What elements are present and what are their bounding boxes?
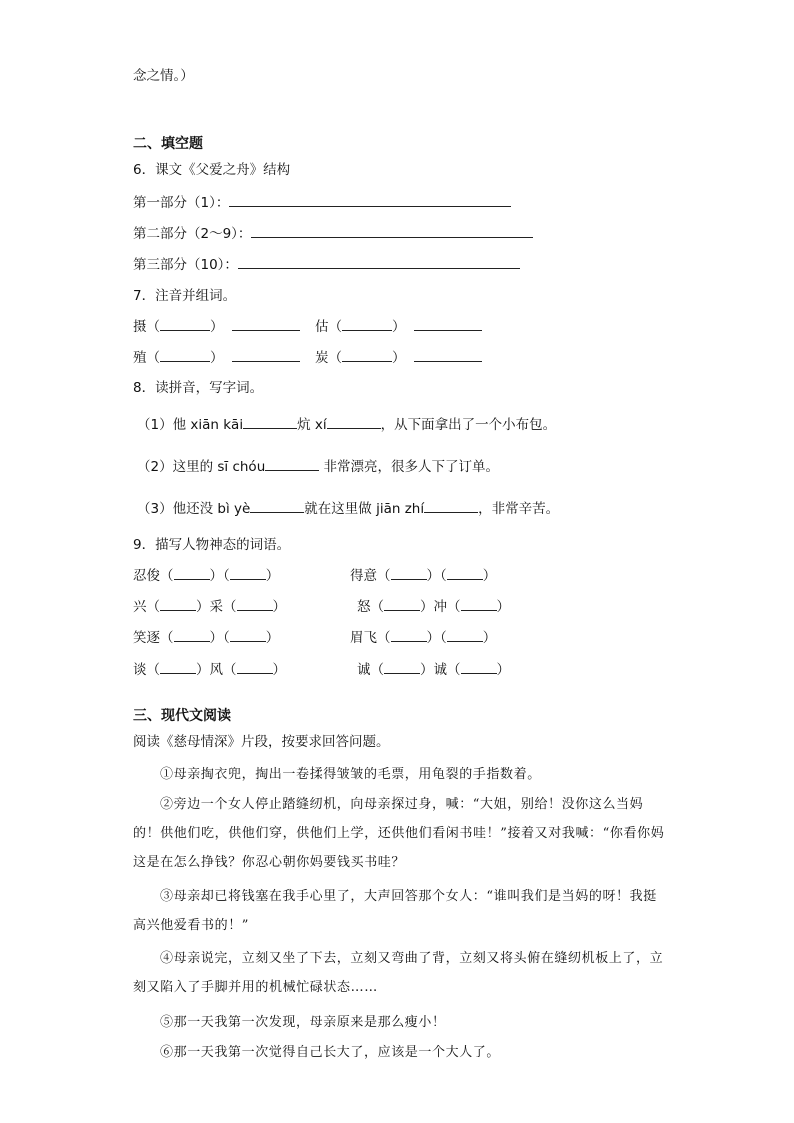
q9-word: 笑逐 <box>133 630 160 646</box>
paren: ）诚 <box>420 662 447 678</box>
q7-char: 估 <box>315 319 329 335</box>
paren: （ <box>370 599 384 615</box>
q7-item-2 <box>315 316 482 337</box>
word-blank[interactable] <box>414 316 482 331</box>
paren: （ <box>377 630 391 646</box>
q9-item <box>133 596 286 617</box>
section-fill-in-title: 二、填空题 <box>133 136 203 152</box>
q6-part-1-label: 第一部分（1）： <box>133 195 230 211</box>
answer-blank[interactable] <box>447 565 483 580</box>
paren: ） <box>392 350 406 366</box>
answer-blank[interactable] <box>230 565 266 580</box>
paren: （ <box>146 319 160 335</box>
answer-blank[interactable] <box>174 565 210 580</box>
pinyin-blank[interactable] <box>160 316 210 331</box>
paren: （ <box>377 568 391 584</box>
answer-blank[interactable] <box>447 627 483 642</box>
q9-word: 谈 <box>133 662 147 678</box>
q8-sentence-3 <box>137 498 559 519</box>
answer-blank[interactable] <box>251 223 533 238</box>
q7-item-3 <box>133 347 300 368</box>
q9-word: 眉飞 <box>350 630 377 646</box>
pinyin-blank[interactable] <box>342 347 392 362</box>
q8-text: 炕 xí <box>297 417 327 433</box>
q7-item-4 <box>315 347 482 368</box>
paren: ） <box>272 599 286 615</box>
q6-part-2-label: 第二部分（2～9）： <box>133 226 252 242</box>
paren: （ <box>328 319 342 335</box>
q9-item <box>133 565 279 586</box>
q6-part-2 <box>133 223 533 244</box>
q8-text: ，非常辛苦。 <box>478 501 560 517</box>
q8-text: （3）他还没 bì yè <box>137 501 251 517</box>
answer-blank[interactable] <box>461 596 497 611</box>
question-8-stem: 8．读拼音，写字词。 <box>133 380 264 396</box>
answer-blank[interactable] <box>238 254 520 269</box>
paren: ） <box>210 319 224 335</box>
q6-part-1 <box>133 192 511 213</box>
paren: ）（ <box>209 630 230 646</box>
q9-item <box>357 659 510 680</box>
paren: ） <box>210 350 224 366</box>
q9-word: 诚 <box>357 662 371 678</box>
word-blank[interactable] <box>232 316 300 331</box>
paren: （ <box>160 630 174 646</box>
q8-text: （2）这里的 sī chóu <box>137 459 266 475</box>
word-blank[interactable] <box>414 347 482 362</box>
paren: （ <box>223 662 237 678</box>
paren: ） <box>265 630 280 646</box>
paren: ） <box>496 662 510 678</box>
paren: （ <box>146 662 160 678</box>
answer-blank[interactable] <box>243 414 297 429</box>
q9-word: 得意 <box>350 568 377 584</box>
paren: ） <box>272 662 286 678</box>
section-reading-title: 三、现代文阅读 <box>133 708 231 724</box>
paren: ） <box>482 568 497 584</box>
answer-blank[interactable] <box>461 659 497 674</box>
paren: （ <box>160 568 174 584</box>
paren: ） <box>482 630 497 646</box>
answer-blank[interactable] <box>174 627 210 642</box>
answer-blank[interactable] <box>237 659 273 674</box>
paren: （ <box>447 599 461 615</box>
answer-blank[interactable] <box>265 456 319 471</box>
paren: ）采 <box>196 599 223 615</box>
answer-blank[interactable] <box>391 565 427 580</box>
pinyin-blank[interactable] <box>342 316 392 331</box>
answer-blank[interactable] <box>391 627 427 642</box>
q6-part-3 <box>133 254 520 275</box>
answer-blank[interactable] <box>384 659 420 674</box>
q9-item <box>350 627 496 648</box>
q8-text: （1）他 xiān kāi <box>137 417 244 433</box>
paren: （ <box>223 599 237 615</box>
q8-text: ，从下面拿出了一个小布包。 <box>380 417 557 433</box>
paren: ） <box>265 568 280 584</box>
top-fragment: 念之情。） <box>133 68 194 84</box>
paren: ） <box>392 319 406 335</box>
q7-char: 摄 <box>133 319 147 335</box>
q7-char: 炭 <box>315 350 329 366</box>
paren: ） <box>496 599 510 615</box>
q7-item-1 <box>133 316 300 337</box>
q9-item <box>357 596 510 617</box>
q9-item <box>350 565 496 586</box>
passage-paragraph-4: ④母亲说完，立刻又坐了下去，立刻又弯曲了背，立刻又将头俯在缝纫机板上了，立刻又陷入了手脚并用的机械忙碌状态…… <box>133 951 664 995</box>
paren: （ <box>328 350 342 366</box>
q8-sentence-1 <box>137 414 556 435</box>
passage-paragraph-3: ③母亲却已将钱塞在我手心里了，大声回答那个女人：“谁叫我们是当妈的呀！我挺高兴他爱看书的！” <box>133 889 657 933</box>
q9-item <box>133 627 279 648</box>
q6-part-3-label: 第三部分（10）： <box>133 257 238 273</box>
q9-word: 兴 <box>133 599 147 615</box>
answer-blank[interactable] <box>327 414 381 429</box>
q9-word: 忍俊 <box>133 568 160 584</box>
paren: ）风 <box>196 662 223 678</box>
paren: ）冲 <box>420 599 447 615</box>
paren: （ <box>447 662 461 678</box>
word-blank[interactable] <box>232 347 300 362</box>
reading-intro: 阅读《慈母情深》片段，按要求回答问题。 <box>133 734 390 750</box>
answer-blank[interactable] <box>424 498 478 513</box>
pinyin-blank[interactable] <box>160 347 210 362</box>
answer-blank[interactable] <box>230 627 266 642</box>
q8-text: 非常漂亮，很多人下了订单。 <box>319 459 500 475</box>
answer-blank[interactable] <box>237 596 273 611</box>
q9-word: 怒 <box>357 599 371 615</box>
paren: ）（ <box>209 568 230 584</box>
answer-blank[interactable] <box>160 596 196 611</box>
q7-char: 殖 <box>133 350 147 366</box>
answer-blank[interactable] <box>384 596 420 611</box>
answer-blank[interactable] <box>229 192 511 207</box>
paren: ）（ <box>426 630 447 646</box>
paren: （ <box>370 662 384 678</box>
q9-item <box>133 659 286 680</box>
passage-paragraph-1: ①母亲掏衣兜，掏出一卷揉得皱皱的毛票，用龟裂的手指数着。 <box>160 767 541 782</box>
paren: ）（ <box>426 568 447 584</box>
passage-paragraph-2: ②旁边一个女人停止踏缝纫机，向母亲探过身，喊：“大姐，别给！没你这么当妈的！供他们吃，供他们穿，供他们上学，还供他们看闲书哇！”接着又对我喊：“你看你妈这是在怎么挣钱？你忍心朝你妈要钱买书哇？ <box>133 797 665 870</box>
question-6-stem: 6．课文《父爱之舟》结构 <box>133 162 291 178</box>
answer-blank[interactable] <box>160 659 196 674</box>
passage-paragraph-6: ⑥那一天我第一次觉得自己长大了，应该是一个大人了。 <box>160 1045 501 1060</box>
answer-blank[interactable] <box>250 498 304 513</box>
q8-sentence-2 <box>137 456 499 477</box>
q8-text: 就在这里做 jiān zhí <box>304 501 425 517</box>
question-9-stem: 9．描写人物神态的词语。 <box>133 537 291 553</box>
paren: （ <box>146 599 160 615</box>
paren: （ <box>146 350 160 366</box>
passage-paragraph-5: ⑤那一天我第一次发现，母亲原来是那么瘦小！ <box>160 1015 446 1030</box>
question-7-stem: 7．注音并组词。 <box>133 288 237 304</box>
